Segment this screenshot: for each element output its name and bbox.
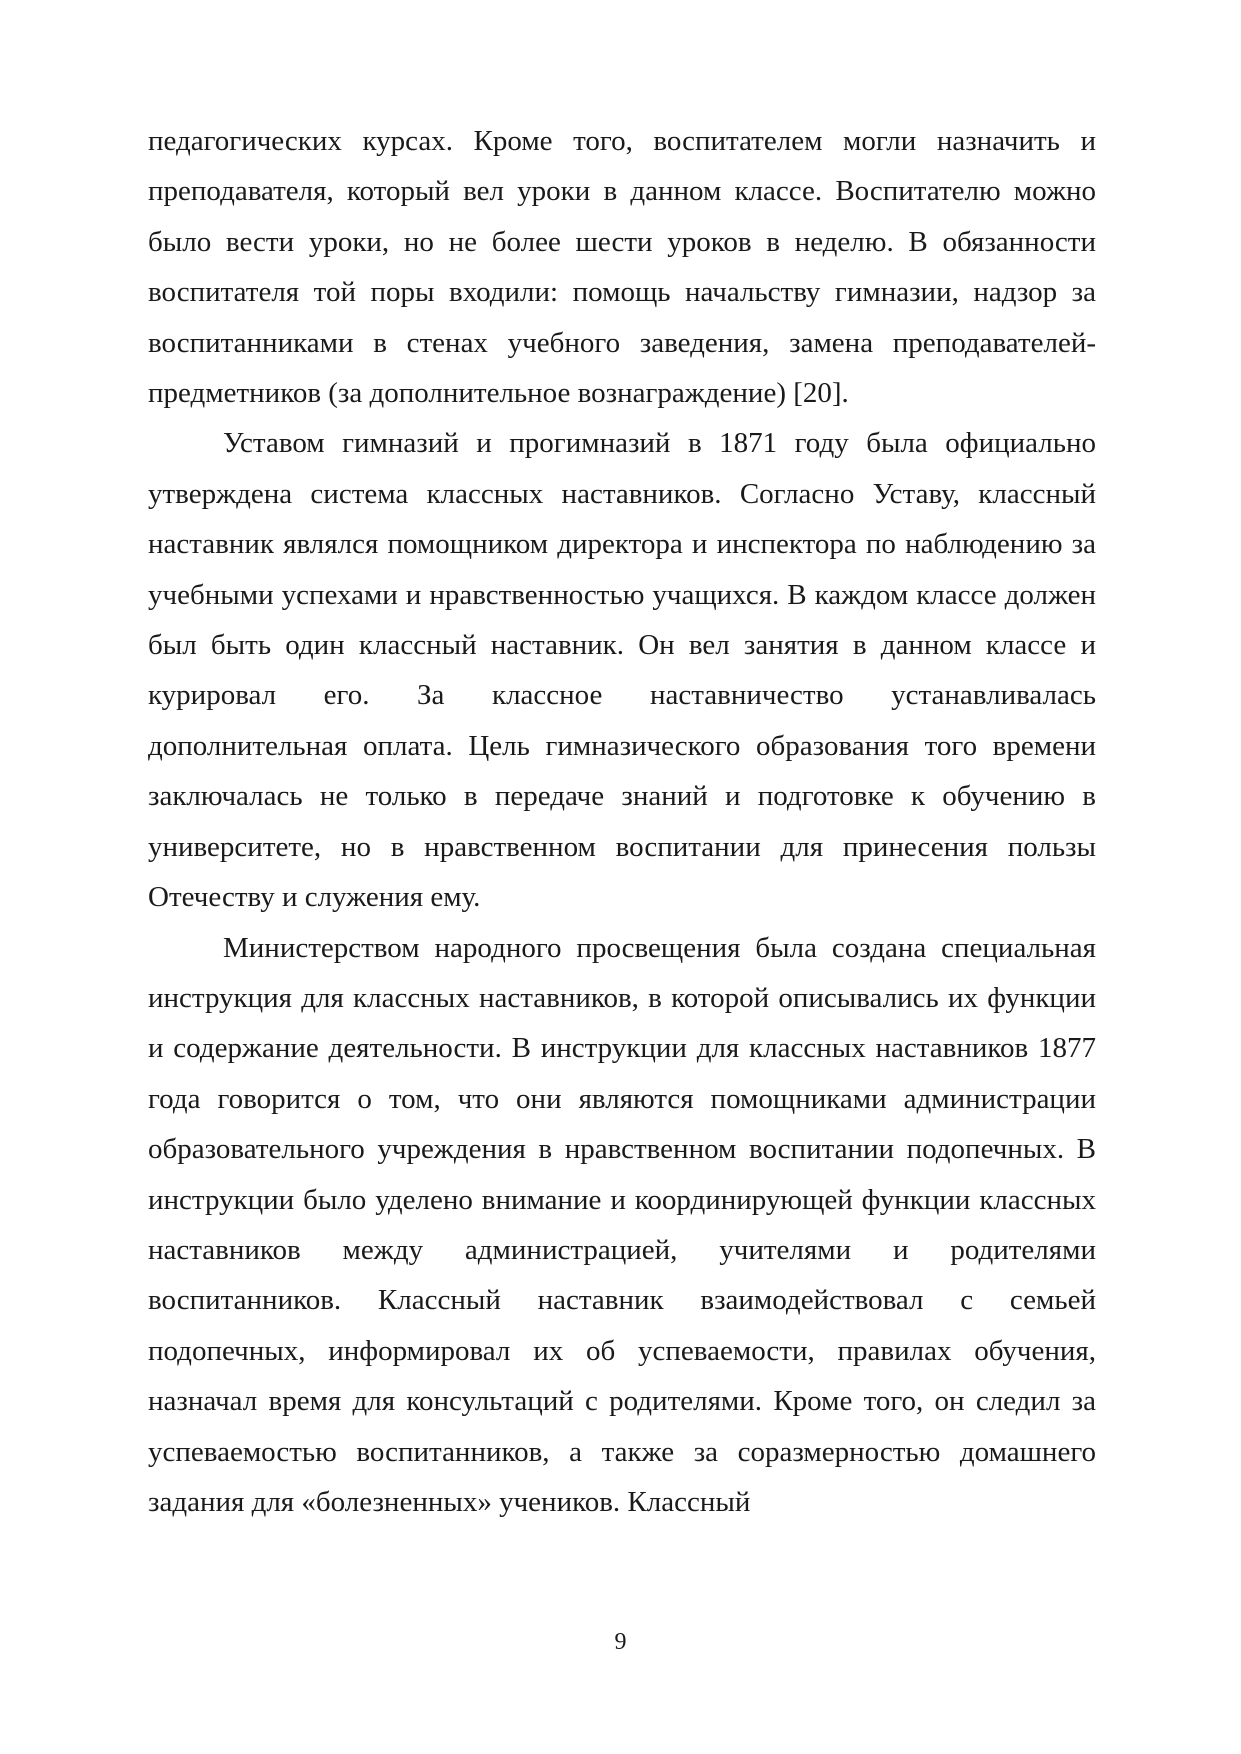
paragraph-charter-1871: Уставом гимназий и прогимназий в 1871 году была официально утверждена система классных наставников. Согласно Уставу, классный наставник являлся помощником директора и инспектора по наблюдению за учебными успехами и нравственностью учащихся. В каждом классе должен был быть один классный наставник. Он вел занятия в данном классе и курировал его. За классное наставничество устанавливалась дополнительная оплата. Цель гимназического образования того времени заключалась не только в передаче знаний и подготовке к обучению в университете, но в нравственном воспитании для принесения пользы Отечеству и служения ему. — [148, 427, 1096, 914]
paragraph-continuation: педагогических курсах. Кроме того, воспитателем могли назначить и преподавателя, который вел уроки в данном классе. Воспитателю можно было вести уроки, но не более шести уроков в неделю. В обязанности воспитателя той поры входили: помощь начальству гимназии, надзор за воспитанниками в стенах учебного заведения, замена преподавателей-предметников (за дополнительное вознаграждение) [20]. — [148, 125, 1096, 410]
page-number: 9 — [614, 1629, 627, 1655]
paragraph-instruction-1877: Министерством народного просвещения была создана специальная инструкция для классных наставников, в которой описывались их функции и содержание деятельности. В инструкции для классных наставников 1877 года говорится о том, что они являются помощниками администрации образовательного учреждения в нравственном воспитании подопечных. В инструкции было уделено внимание и координирующей функции классных наставников между администрацией, учителями и родителями воспитанников. Классный наставник взаимодействовал с семьей подопечных, информировал их об успеваемости, правилах обучения, назначал время для консультаций с родителями. Кроме того, он следил за успеваемостью воспитанников, а также за соразмерностью домашнего задания для «болезненных» учеников. Классный — [148, 931, 1096, 1518]
page-body — [148, 116, 1096, 1527]
